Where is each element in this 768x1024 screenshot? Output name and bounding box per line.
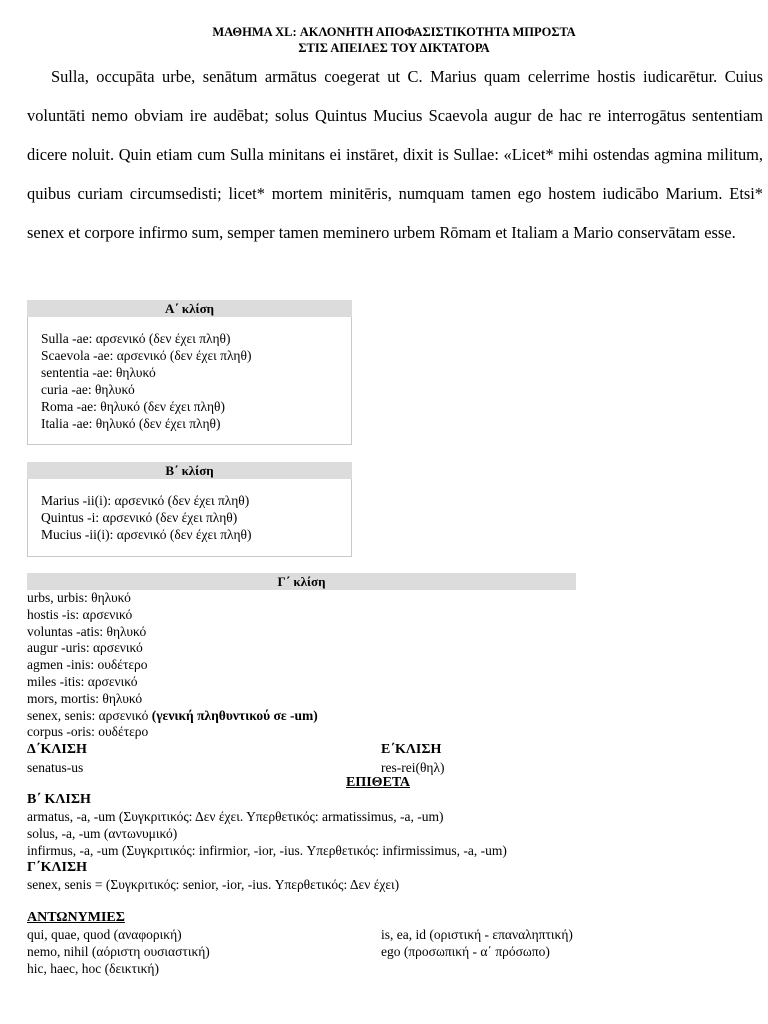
senex-entry: senex, senis: αρσενικό (27, 707, 152, 723)
latin-passage: Sulla, occupāta urbe, senātum armātus coegerat ut C. Marius quam celerrime hostis iudicarētur. Cuius voluntāti nemo obviam ire audēbat; solus Quintus Mucius Scaevola augur de hac re interrogātus sententiam dicere noluit. Quin etiam cum Sulla minitans ei instāret, dixit is Sullae: «Licet* mihi ostendas agmina militum, quibus curiam circumsedisti; licet* mortem minitēris, numquam tamen ego hostem iudicābo Marium. Etsi* senex et corpore infirmo sum, semper tamen meminero urbem Rōmam et Italiam a Mario conservātam esse. (27, 67, 763, 242)
list-item: augur -uris: αρσενικό (27, 640, 143, 656)
title-line-1: ΜΑΘΗΜΑ XL: ΑΚΛΟΝΗΤΗ ΑΠΟΦΑΣΙΣΤΙΚΟΤΗΤΑ ΜΠΡΟΣΤΑ (212, 25, 576, 39)
first-declension-header: Α΄ κλίση (27, 300, 352, 317)
title-line-2: ΣΤΙΣ ΑΠΕΙΛΕΣ ΤΟΥ ΔΙΚΤΑΤΟΡΑ (298, 41, 490, 55)
pronouns-right-list (381, 926, 573, 960)
list-item: hic, haec, hoc (δεικτική) (27, 961, 159, 976)
list-item: is, ea, id (οριστική - επαναληπτική) (381, 927, 573, 942)
first-declension-list (27, 317, 352, 445)
fifth-declension-item: res-rei(θηλ) (381, 760, 445, 775)
pronouns-heading: ΑΝΤΩΝΥΜΙΕΣ (27, 910, 125, 925)
list-item: voluntas -atis: θηλυκό (27, 623, 147, 639)
list-item: Italia -ae: θηλυκό (δεν έχει πληθ) (41, 416, 221, 431)
second-declension-list (27, 479, 352, 557)
third-declension-header: Γ΄ κλίση (27, 573, 576, 590)
list-item: solus, -a, -um (αντωνυμικό) (27, 826, 178, 841)
list-item: Sulla -ae: αρσενικό (δεν έχει πληθ) (41, 331, 231, 346)
list-item: ego (προσωπική - α΄ πρόσωπο) (381, 944, 550, 959)
list-item: Quintus -i: αρσενικό (δεν έχει πληθ) (41, 510, 238, 525)
senex-note: (γενική πληθυντικού σε -um) (151, 707, 318, 723)
second-declension-box (27, 462, 352, 557)
adjectives-second-declension-heading: Β΄ ΚΛΙΣΗ (27, 792, 91, 807)
list-item: Marius -ii(i): αρσενικό (δεν έχει πληθ) (41, 493, 250, 508)
list-item: urbs, urbis: θηλυκό (27, 590, 131, 605)
document-title (0, 24, 768, 56)
list-item: curia -ae: θηλυκό (41, 382, 135, 397)
first-declension-box (27, 300, 352, 445)
list-item: sententia -ae: θηλυκό (41, 365, 156, 380)
list-item: Scaevola -ae: αρσενικό (δεν έχει πληθ) (41, 348, 252, 363)
list-item: agmen -inis: ουδέτερο (27, 657, 148, 673)
list-item: senex, senis = (Συγκριτικός: senior, -ior, -ius. Υπερθετικός: Δεν έχει) (27, 877, 400, 892)
second-declension-header: Β΄ κλίση (27, 462, 352, 479)
pronouns-left-list (27, 926, 210, 977)
list-item: infirmus, -a, -um (Συγκριτικός: infirmior, -ior, -ius. Υπερθετικός: infirmissimus, -a, -um) (27, 843, 507, 858)
adjectives-third-declension-heading: Γ΄ΚΛΙΣΗ (27, 860, 87, 875)
list-item: miles -itis: αρσενικό (27, 673, 138, 689)
fourth-declension-heading: Δ΄ΚΛΙΣΗ (27, 742, 87, 757)
list-item: qui, quae, quod (αναφορική) (27, 927, 182, 942)
adjectives-second-declension-list (27, 808, 507, 859)
list-item: Mucius -ii(i): αρσενικό (δεν έχει πληθ) (41, 527, 252, 542)
list-item: corpus -oris: ουδέτερο (27, 724, 149, 740)
list-item: Roma -ae: θηλυκό (δεν έχει πληθ) (41, 399, 225, 414)
list-item: nemo, nihil (αόριστη ουσιαστική) (27, 944, 210, 959)
adjectives-heading: ΕΠΙΘΕΤΑ (346, 775, 410, 790)
adjectives-third-declension-list (27, 876, 399, 893)
list-item (27, 708, 318, 725)
list-item: armatus, -a, -um (Συγκριτικός: Δεν έχει. Υπερθετικός: armatissimus, -a, -um) (27, 809, 444, 824)
list-item: hostis -is: αρσενικό (27, 606, 133, 622)
list-item: mors, mortis: θηλυκό (27, 690, 143, 706)
fourth-declension-item: senatus-us (27, 760, 84, 775)
fifth-declension-heading: Ε΄ΚΛΙΣΗ (381, 742, 442, 757)
third-declension-list (27, 590, 318, 741)
